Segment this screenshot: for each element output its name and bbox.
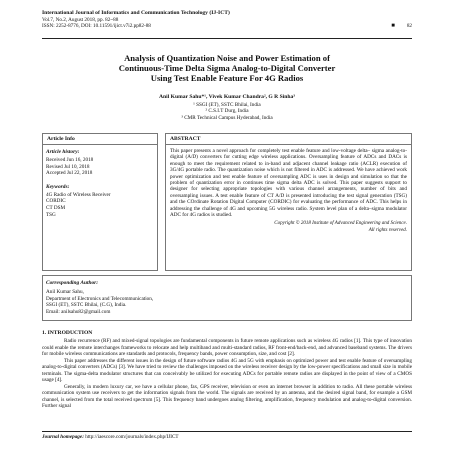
abstract-heading: ABSTRACT	[166, 134, 411, 145]
copyright-notice	[166, 221, 411, 235]
introduction-heading: 1. INTRODUCTION	[42, 330, 93, 336]
affiliation: ² C.S.I.T Durg, India	[205, 108, 249, 115]
author-list: Anil Kumar Sahu*¹, Vivek Kumar Chandra², G R Sinha³	[158, 94, 295, 100]
keyword: CT DSM	[46, 204, 66, 211]
title-line: Continuous-Time Delta Sigma Analog-to-Digital Converter	[118, 63, 336, 74]
corresponding-author-box	[42, 275, 412, 321]
affiliation: ¹ SSGI (ET), SSTC Bhilai, India	[193, 102, 261, 108]
keyword: CORDIC	[46, 198, 66, 205]
author-department: Department of Electronics and Telecommunication,	[46, 295, 154, 302]
paper-title	[42, 53, 412, 84]
title-line: Using Test Enable Feature For 4G Radios	[150, 73, 304, 84]
paragraph: Radio recurrence (RF) and mixed-signal topologies are fundamental components in future remote applications such as wireless 4G radios [1]. This type of innovation could enable the remote interchanges frameworks to relocate and help multiband and multi-standard radios, RF front-end/back-end, and advanced baseband systems. The drivers for mobile wireless communications are standards and protocols, frequency bands, power consumption, size, and cost [2].	[42, 338, 412, 357]
journal-name: International Journal of Informatics and Communication Technology (IJ-ICT)	[42, 10, 230, 16]
copyright-line: Copyright © 2018 Institute of Advanced Engineering and Science.	[274, 221, 407, 227]
article-info-heading: Article Info	[43, 134, 157, 145]
article-history-heading: Article history:	[46, 149, 80, 155]
journal-footer	[42, 434, 412, 440]
keywords-heading: Keywords:	[46, 183, 70, 190]
homepage-url[interactable]: http://iaescore.com/journals/index.php/IJICT	[85, 434, 179, 440]
keyword: TSG	[46, 211, 56, 218]
history-item: Revised Jul 10, 2018	[46, 163, 90, 170]
keyword: 4G Radio of Wireless Receiver	[46, 191, 111, 198]
author-institute: SSGI (ET), SSTC Bhilai, (C.G), India.	[46, 302, 127, 309]
article-info-box	[42, 133, 158, 271]
author-name: Anil Kumar Sahu,	[46, 289, 84, 295]
affiliations	[42, 102, 412, 121]
corresponding-heading: Corresponding Author:	[46, 280, 99, 286]
journal-issn: ISSN: 2252-8776, DOI: 10.11591/ijict.v7i2.pp82-88	[42, 23, 151, 30]
abstract-box	[165, 133, 412, 271]
journal-logo-icon: ■	[391, 23, 395, 30]
footer-rule	[42, 431, 412, 432]
journal-volume: Vol.7, No.2, August 2018, pp. 82~88	[42, 16, 119, 23]
journal-header	[42, 10, 412, 30]
history-item: Accepted Jul 22, 2018	[46, 170, 93, 177]
author-email: Email: anilsahu82@gmail.com	[46, 308, 111, 315]
rights-line: All rights reserved.	[368, 227, 407, 233]
affiliation: ³ CMR Technical Campus Hyderabad, India	[181, 114, 273, 121]
homepage-label: Journal homepage:	[42, 434, 84, 440]
page-number: 82	[406, 23, 412, 30]
paragraph: Generally, in modern luxury car, we have a cellular phone, fax, GPS receiver, television or even an internet browser in addition to radio. All these portable wireless communication system use receivers to get the information signals from the world. The signals are received by an antenna, and the desired signal band, for example a GSM channel, is selected from the total received spectrum [5]. This frequency band undergoes analog filtering, amplification, frequency modulation and analog-to-digital conversion. Further signal	[42, 383, 412, 409]
paragraph: This paper addresses the different issues in the design of future software radios 4G and 5G with emphasis on optimized power and test enable feature of oversampling analog-to-digital converters (ADCs) [3]. We have tried to review the challenges imposed on the wireless receiver design by the low-power specifications and small size in mobile terminals. The sigma-delta modulator structures that can conceivably be utilized for executing ADCs for portable remote radios are displayed in the point of view of a CMOS usage [4].	[42, 357, 412, 383]
title-line: Analysis of Quantization Noise and Power Estimation of	[124, 53, 330, 63]
header-rule	[42, 38, 412, 39]
abstract-text: This paper presents a novel approach for completely test enable feature and low-voltage delta– sigma analog-to-digital (A/D) converters for cutting edge wireless applications. Oversampling feature of ADCs and DACs is enough to meet the requirement related to in-band and adjacent channel leakage ratio (ACLR) execution of 3G/4G portable radio. The quantization noise which is not filtered in ADC is addressed. We have achieved work power optimization and test enable feature of oversampling ADC is uses in design and simulation so that the problem of quantization error in continues time sigma delta ADC is solved. This paper suggests support to designer for selecting appropriate topologies with various channel arrangements, number of bits and oversampling issues. A test enable feature of CT A/D is presented introducing the test signal generation (TSG) and the COrdinate Rotation Digital Computer (CORDIC) for evaluating the performance of ADC. This helps in addressing the challenge of 4G and upcoming 5G wireless radio. System level plan of a delta–sigma modulator ADC for 4G radios is studied.	[170, 148, 407, 219]
history-item: Received Jun 16, 2018	[46, 157, 94, 163]
introduction-body	[42, 338, 412, 410]
